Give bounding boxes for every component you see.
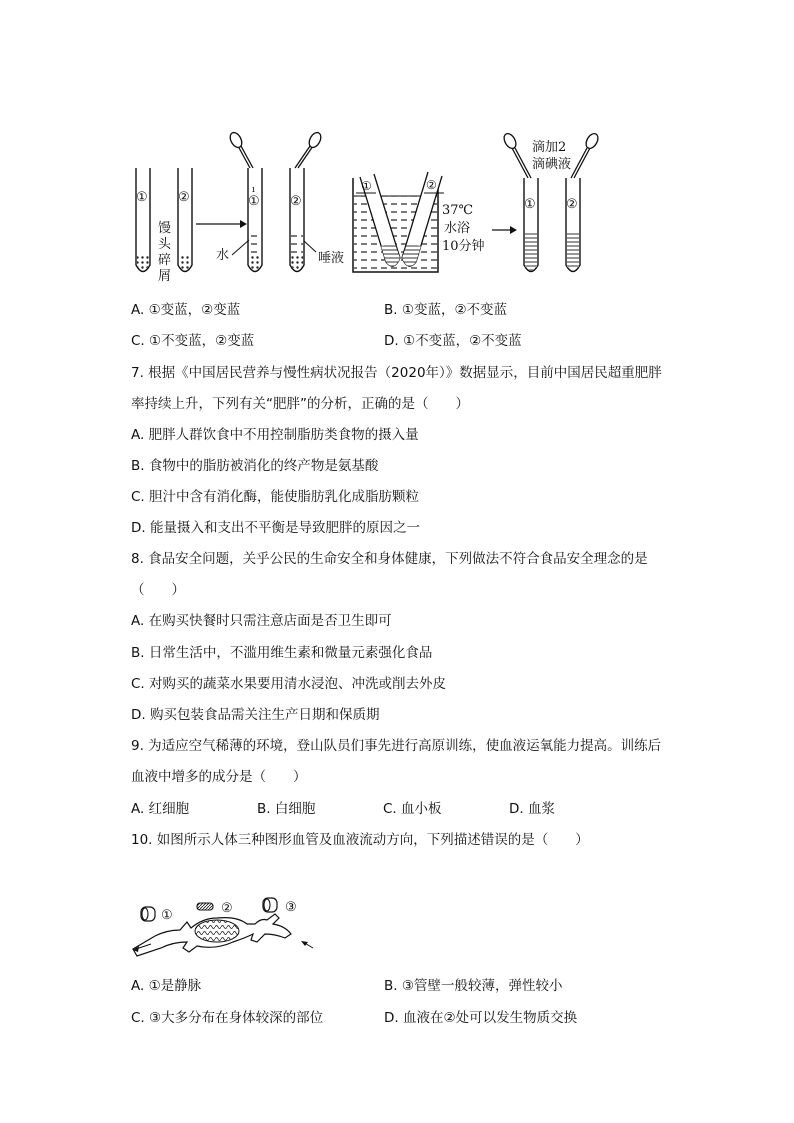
q8-option-b: B. 日常生活中，不滥用维生素和微量元素强化食品 <box>131 645 433 661</box>
q8-option-d: D. 购买包装食品需关注生产日期和保质期 <box>131 707 380 723</box>
water-bath-beaker <box>353 172 444 272</box>
bath-label: 水浴 <box>444 221 471 236</box>
q7-stem-line1: 7. 根据《中国居民营养与慢性病状况报告（2020年）》数据显示，目前中国居民超重肥胖 <box>131 365 662 381</box>
arrow-2 <box>492 226 517 234</box>
q6-option-b: B. ①变蓝，②不变蓝 <box>384 302 508 318</box>
vessel-1-section <box>141 907 173 923</box>
iodine-line1: 滴加2 <box>532 140 567 155</box>
q9-option-a: A. 红细胞 <box>131 801 190 817</box>
q7-option-d: D. 能量摄入和支出不平衡是导致肥胖的原因之一 <box>131 520 420 536</box>
bath-time: 10分钟 <box>442 239 485 254</box>
svg-text:①: ① <box>524 197 536 212</box>
q8-option-c: C. 对购买的蔬菜水果要用清水浸泡、冲洗或削去外皮 <box>131 676 447 692</box>
vessel-2-section <box>197 901 233 916</box>
vessel-label-2: ② <box>221 901 233 916</box>
q9-option-b: B. 白细胞 <box>257 801 316 817</box>
experiment-figure <box>0 0 794 300</box>
q7-option-a: A. 肥胖人群饮食中不用控制脂肪类食物的摄入量 <box>131 427 419 443</box>
tube-1-with-water <box>228 131 262 272</box>
svg-text:②: ② <box>426 178 437 192</box>
q6-option-a: A. ①变蓝，②变蓝 <box>131 302 241 318</box>
svg-text:①: ① <box>248 194 260 209</box>
arrow-1 <box>196 220 247 228</box>
q9-option-c: C. 血小板 <box>383 801 442 817</box>
q9-stem-line2: 血液中增多的成分是（ ） <box>131 769 307 785</box>
vessel-label-3: ③ <box>285 900 297 915</box>
iodine-line2: 滴碘液 <box>532 157 572 172</box>
svg-text:②: ② <box>290 194 302 209</box>
q10-stem-line1: 10. 如图所示人体三种图形血管及血液流动方向，下列描述错误的是（ ） <box>131 832 589 848</box>
q8-stem-line2: （ ） <box>131 582 185 598</box>
mantou-label <box>158 220 172 284</box>
svg-text:碎: 碎 <box>158 253 172 268</box>
q9-stem-line1: 9. 为适应空气稀薄的环境，登山队员们事先进行高原训练，使血液运氧能力提高。训练后 <box>131 738 662 754</box>
vessel-3-section <box>263 898 297 915</box>
tube-2-initial <box>178 168 192 272</box>
tube-1-initial <box>136 168 150 272</box>
q10-option-c: C. ③大多分布在身体较深的部位 <box>131 1010 324 1026</box>
svg-text:ı: ı <box>252 185 255 195</box>
bath-temp: 37℃ <box>442 203 474 218</box>
q6-option-d: D. ①不变蓝，②不变蓝 <box>384 333 522 349</box>
q6-option-c: C. ①不变蓝，②变蓝 <box>131 333 255 349</box>
q10-option-b: B. ③管壁一般较薄，弹性较小 <box>384 978 563 994</box>
water-label: 水 <box>216 248 230 263</box>
vessel-label-1: ① <box>161 908 173 923</box>
vessel-network <box>133 914 313 956</box>
q8-stem-line1: 8. 食品安全问题，关乎公民的生命安全和身体健康，下列做法不符合食品安全理念的是 <box>131 551 648 567</box>
saliva-label: 唾液 <box>318 251 345 266</box>
blood-vessel-figure <box>0 880 794 980</box>
tube-1-label: ① <box>136 190 148 205</box>
blood-vessel-diagram <box>125 882 325 972</box>
q7-option-c: C. 胆汁中含有消化酶，能使脂肪乳化成脂肪颗粒 <box>131 489 420 505</box>
q8-option-a: A. 在购买快餐时只需注意店面是否卫生即可 <box>131 613 392 629</box>
q7-stem-line2: 率持续上升，下列有关“肥胖”的分析，正确的是（ ） <box>131 396 469 412</box>
svg-text:①: ① <box>361 179 372 193</box>
q10-option-d: D. 血液在②处可以发生物质交换 <box>384 1010 578 1026</box>
svg-text:②: ② <box>566 197 578 212</box>
q10-option-a: A. ①是静脉 <box>131 978 202 994</box>
q7-option-b: B. 食物中的脂肪被消化的终产物是氨基酸 <box>131 458 379 474</box>
tube-2-label: ② <box>178 190 190 205</box>
svg-text:屑: 屑 <box>158 269 172 284</box>
svg-text:头: 头 <box>158 237 172 252</box>
q9-option-d: D. 血浆 <box>509 801 555 817</box>
tube-2-final <box>566 132 600 272</box>
svg-text:馒: 馒 <box>158 221 172 236</box>
